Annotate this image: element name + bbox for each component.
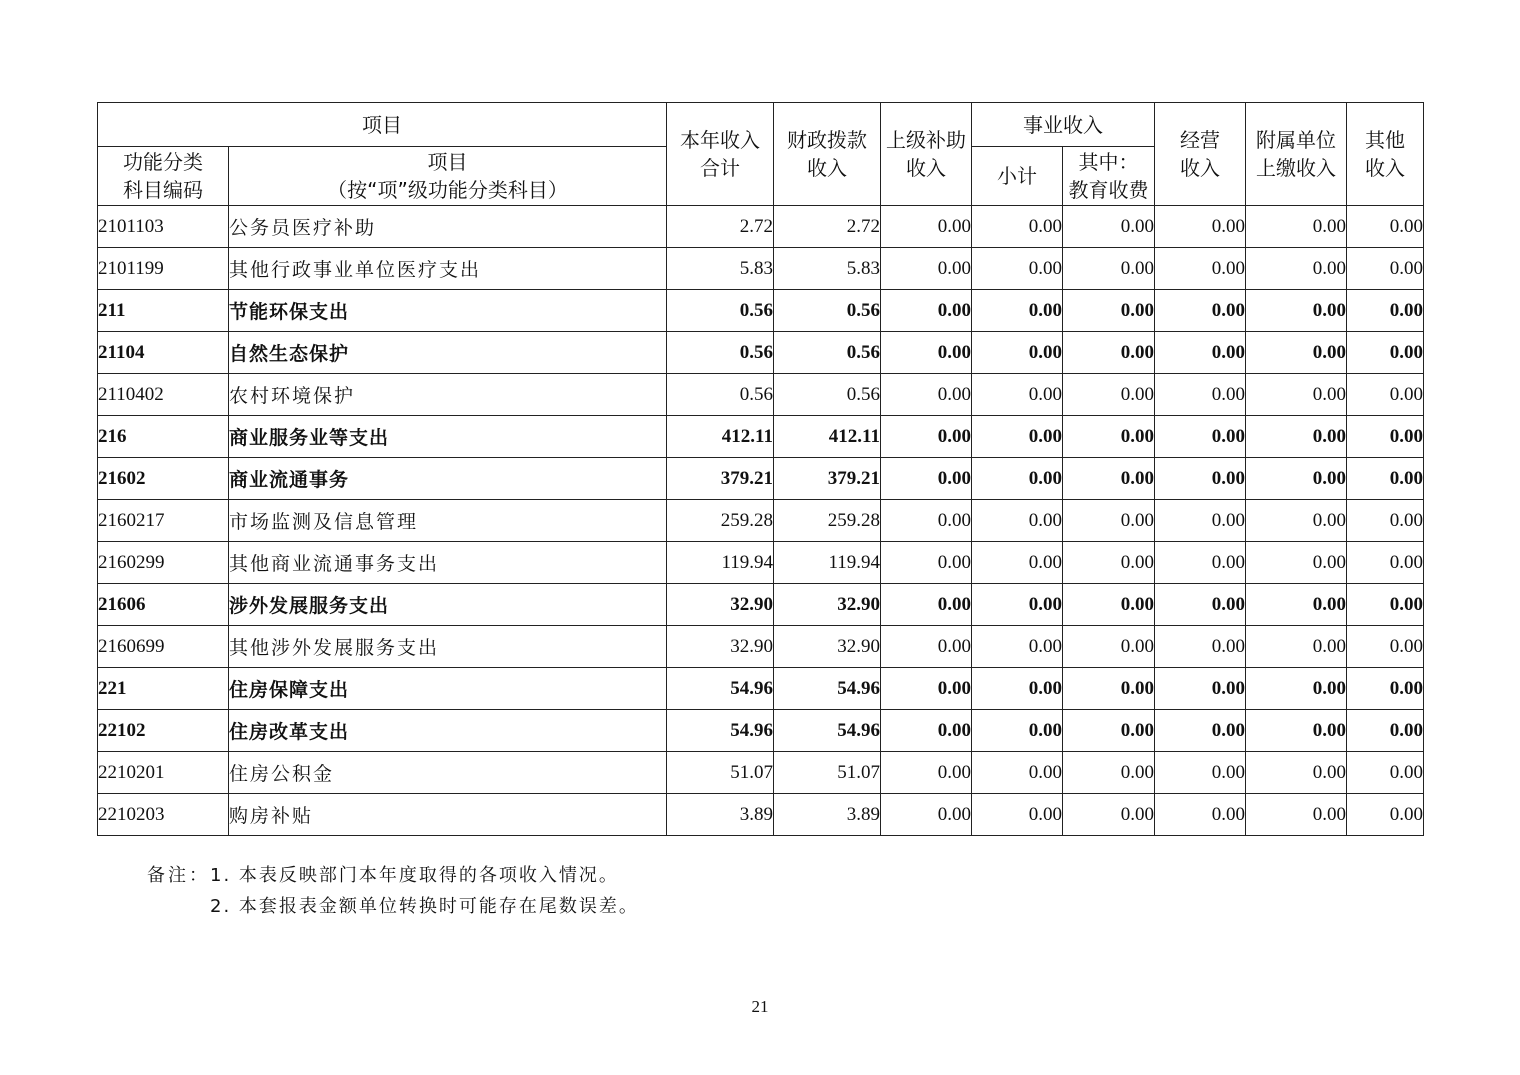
row-code: 2160299 [98,542,229,584]
header-affiliate: 附属单位 上缴收入 [1246,103,1347,206]
row-name: 住房公积金 [229,752,667,794]
row-name: 农村环境保护 [229,374,667,416]
row-name: 购房补贴 [229,794,667,836]
row-name: 节能环保支出 [229,290,667,332]
row-value: 0.00 [1246,668,1347,710]
header-edu: 其中： 教育收费 [1063,147,1155,206]
row-code: 2101199 [98,248,229,290]
row-value: 0.00 [1347,332,1424,374]
row-value: 0.00 [881,542,972,584]
row-name: 涉外发展服务支出 [229,584,667,626]
row-value: 0.00 [972,794,1063,836]
table-row [98,710,1424,752]
header-business: 事业收入 [972,103,1155,147]
row-value: 0.00 [1063,710,1155,752]
row-value: 119.94 [667,542,774,584]
header-fiscal: 财政拨款 收入 [774,103,881,206]
table-row [98,374,1424,416]
row-value: 0.00 [1155,668,1246,710]
row-value: 0.00 [1347,290,1424,332]
row-name: 自然生态保护 [229,332,667,374]
page-number: 21 [751,997,769,1016]
row-value: 0.00 [972,458,1063,500]
row-code: 21602 [98,458,229,500]
row-code: 2160217 [98,500,229,542]
row-value: 0.00 [972,416,1063,458]
row-value: 0.00 [1347,752,1424,794]
row-value: 51.07 [667,752,774,794]
row-value: 0.00 [1347,584,1424,626]
row-code: 2160699 [98,626,229,668]
row-value: 0.00 [1155,290,1246,332]
table-row [98,668,1424,710]
row-value: 0.00 [1246,458,1347,500]
row-value: 0.00 [1347,710,1424,752]
row-value: 0.00 [1347,794,1424,836]
row-value: 0.00 [1063,584,1155,626]
row-value: 0.00 [1246,752,1347,794]
header-code: 功能分类 科目编码 [98,147,229,206]
table-row [98,584,1424,626]
row-value: 0.00 [972,584,1063,626]
row-value: 0.00 [1155,752,1246,794]
row-value: 0.00 [1063,416,1155,458]
row-name: 公务员医疗补助 [229,206,667,248]
row-value: 412.11 [667,416,774,458]
row-code: 216 [98,416,229,458]
row-value: 0.00 [1155,458,1246,500]
header-name: 项目 （按“项”级功能分类科目） [229,147,667,206]
row-value: 119.94 [774,542,881,584]
table-row [98,626,1424,668]
table-row [98,500,1424,542]
row-value: 32.90 [667,584,774,626]
row-value: 0.00 [1063,752,1155,794]
table-row [98,206,1424,248]
row-value: 0.00 [1063,794,1155,836]
row-value: 2.72 [667,206,774,248]
row-value: 379.21 [774,458,881,500]
row-value: 51.07 [774,752,881,794]
row-value: 0.00 [972,710,1063,752]
row-name: 其他涉外发展服务支出 [229,626,667,668]
row-value: 0.00 [1155,416,1246,458]
table-row [98,248,1424,290]
row-value: 0.00 [1063,458,1155,500]
row-value: 0.00 [1246,542,1347,584]
row-value: 0.00 [1246,374,1347,416]
row-value: 0.00 [1155,710,1246,752]
row-code: 21104 [98,332,229,374]
row-value: 0.00 [1155,332,1246,374]
row-value: 412.11 [774,416,881,458]
row-value: 5.83 [774,248,881,290]
row-value: 0.00 [1063,290,1155,332]
row-name: 市场监测及信息管理 [229,500,667,542]
header-other: 其他 收入 [1347,103,1424,206]
row-value: 54.96 [667,710,774,752]
row-value: 2.72 [774,206,881,248]
row-value: 0.00 [881,248,972,290]
row-value: 0.00 [881,710,972,752]
row-value: 0.00 [972,626,1063,668]
row-code: 21606 [98,584,229,626]
row-value: 0.00 [972,332,1063,374]
row-name: 其他商业流通事务支出 [229,542,667,584]
row-value: 0.56 [774,374,881,416]
row-name: 商业服务业等支出 [229,416,667,458]
row-value: 0.00 [1347,206,1424,248]
row-value: 0.00 [1155,584,1246,626]
notes-lead: 备注： [147,865,210,886]
row-value: 0.00 [972,206,1063,248]
row-value: 0.56 [774,290,881,332]
notes [147,860,639,922]
row-code: 2110402 [98,374,229,416]
row-value: 0.00 [972,290,1063,332]
row-value: 0.56 [667,332,774,374]
row-value: 0.00 [972,374,1063,416]
row-value: 0.00 [1347,416,1424,458]
row-value: 0.00 [881,500,972,542]
income-table [97,102,1424,836]
row-value: 0.00 [972,248,1063,290]
row-value: 0.00 [1246,248,1347,290]
row-value: 0.00 [1063,206,1155,248]
row-value: 54.96 [774,668,881,710]
row-value: 0.00 [972,500,1063,542]
row-value: 0.00 [1347,248,1424,290]
row-value: 0.00 [1063,248,1155,290]
row-value: 0.00 [1246,206,1347,248]
row-value: 0.00 [1063,374,1155,416]
row-value: 0.00 [1347,458,1424,500]
row-value: 0.00 [1155,794,1246,836]
table-row [98,416,1424,458]
header-total: 本年收入 合计 [667,103,774,206]
row-value: 0.00 [1063,500,1155,542]
table-header [98,103,1424,206]
row-value: 32.90 [774,626,881,668]
row-value: 5.83 [667,248,774,290]
note-line-1: 1. 本表反映部门本年度取得的各项收入情况。 [210,865,619,886]
row-value: 0.00 [972,542,1063,584]
header-subtotal: 小计 [972,147,1063,206]
row-name: 商业流通事务 [229,458,667,500]
row-value: 0.00 [1246,794,1347,836]
row-value: 0.00 [1155,500,1246,542]
table-body [98,206,1424,836]
row-value: 259.28 [667,500,774,542]
row-value: 0.00 [1246,290,1347,332]
row-name: 其他行政事业单位医疗支出 [229,248,667,290]
row-value: 3.89 [667,794,774,836]
row-value: 0.00 [1246,332,1347,374]
row-code: 211 [98,290,229,332]
table-row [98,458,1424,500]
row-value: 0.00 [881,584,972,626]
row-value: 0.00 [881,374,972,416]
row-name: 住房保障支出 [229,668,667,710]
row-value: 0.00 [881,668,972,710]
table-row [98,290,1424,332]
row-value: 0.00 [1347,542,1424,584]
row-code: 22102 [98,710,229,752]
row-value: 0.00 [881,290,972,332]
row-value: 0.00 [1063,626,1155,668]
table-row [98,752,1424,794]
row-value: 0.00 [881,206,972,248]
row-value: 54.96 [667,668,774,710]
row-value: 0.00 [881,794,972,836]
header-operating: 经营 收入 [1155,103,1246,206]
row-value: 0.00 [1155,206,1246,248]
table-row [98,542,1424,584]
header-project: 项目 [98,103,667,147]
table-row [98,794,1424,836]
row-value: 0.00 [881,458,972,500]
row-value: 0.00 [1347,374,1424,416]
row-value: 32.90 [774,584,881,626]
row-value: 3.89 [774,794,881,836]
row-value: 0.56 [667,290,774,332]
header-upper: 上级补助 收入 [881,103,972,206]
row-value: 0.00 [881,416,972,458]
row-value: 0.00 [1155,542,1246,584]
row-value: 0.00 [1155,626,1246,668]
row-value: 0.00 [1155,374,1246,416]
row-value: 0.00 [1347,500,1424,542]
row-value: 0.00 [1347,668,1424,710]
row-value: 0.00 [1063,332,1155,374]
row-value: 0.00 [972,752,1063,794]
table-row [98,332,1424,374]
row-value: 54.96 [774,710,881,752]
row-code: 2210203 [98,794,229,836]
row-value: 0.00 [881,626,972,668]
note-line-2: 2. 本套报表金额单位转换时可能存在尾数误差。 [210,896,639,917]
row-value: 0.00 [1246,416,1347,458]
row-value: 379.21 [667,458,774,500]
row-value: 0.56 [667,374,774,416]
row-value: 0.00 [1246,710,1347,752]
row-value: 0.00 [1063,668,1155,710]
row-code: 221 [98,668,229,710]
row-name: 住房改革支出 [229,710,667,752]
row-value: 0.00 [1246,584,1347,626]
row-value: 0.00 [1155,248,1246,290]
row-value: 0.00 [1063,542,1155,584]
row-value: 0.00 [972,668,1063,710]
row-value: 0.00 [1246,626,1347,668]
row-value: 0.00 [881,752,972,794]
row-code: 2210201 [98,752,229,794]
row-value: 0.00 [1347,626,1424,668]
row-value: 259.28 [774,500,881,542]
row-value: 32.90 [667,626,774,668]
row-value: 0.56 [774,332,881,374]
row-value: 0.00 [881,332,972,374]
row-code: 2101103 [98,206,229,248]
row-value: 0.00 [1246,500,1347,542]
